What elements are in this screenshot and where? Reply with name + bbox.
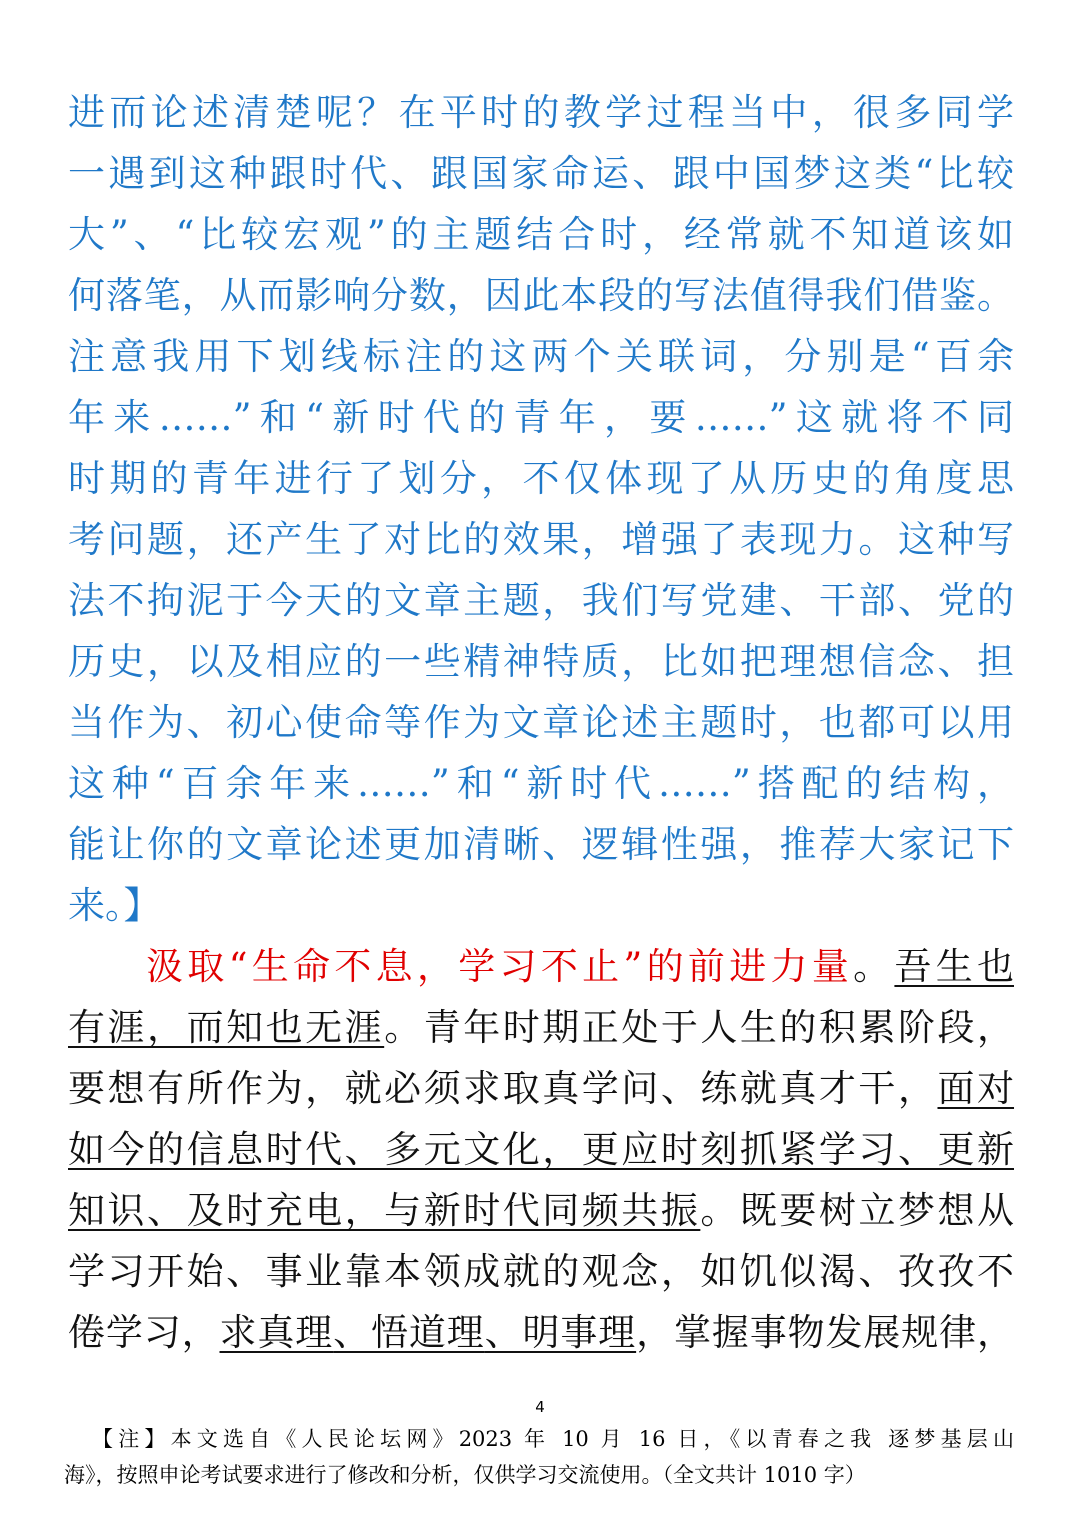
body-text: 倦学习， (68, 1311, 220, 1354)
commentary-line: 时期的青年进行了划分，不仅体现了从历史的角度思 (68, 457, 1014, 500)
body-line-2 (68, 999, 1014, 1057)
underlined-phrase: 明事理 (522, 1311, 637, 1354)
underlined-phrase: 悟道理 (371, 1311, 485, 1354)
commentary-line: 法不拘泥于今天的文章主题，我们写党建、干部、党的 (68, 579, 1014, 622)
underlined-quote: 有涯，而知也无涯 (68, 1006, 385, 1049)
body-line-4: 如今的信息时代、多元文化，更应时刻抓紧学习、更新 (68, 1128, 1014, 1171)
commentary-line: 考问题，还产生了对比的效果，增强了表现力。这种写 (68, 518, 1014, 561)
footnote-line-2: 海》，按照申论考试要求进行了修改和分析，仅供学习交流使用。（全文共计 1010 字） (64, 1463, 866, 1487)
commentary-line: 一遇到这种跟时代、跟国家命运、跟中国梦这类“比较 (68, 152, 1014, 195)
body-line-3 (68, 1060, 1014, 1118)
commentary-line: 大”、“比较宏观”的主题结合时，经常就不知道该如 (68, 213, 1014, 256)
commentary-line: 年来……”和“新时代的青年，要……”这就将不同 (68, 396, 1014, 439)
footnote-line-1: 【注】本文选自《人民论坛网》2023 年 10 月 16 日，《以青春之我 逐梦基层山 (92, 1427, 1014, 1451)
commentary-line: 能让你的文章论述更加清晰、逻辑性强，推荐大家记下 (68, 823, 1014, 866)
page-number: 4 (535, 1398, 545, 1416)
body-text: 。既要树立梦想从 (700, 1189, 1015, 1232)
commentary-line: 何落笔，从而影响分数，因此本段的写法值得我们借鉴。 (68, 274, 1014, 317)
underlined-separator: 、 (484, 1311, 523, 1354)
commentary-line: 历史，以及相应的一些精神特质，比如把理想信念、担 (68, 640, 1014, 683)
underlined-separator: 、 (333, 1311, 371, 1354)
body-text: ，掌握事物发展规律， (636, 1311, 1014, 1354)
body-line-1 (146, 938, 1014, 996)
underlined-phrase: 求真理 (219, 1311, 334, 1354)
commentary-line: 来。】 (68, 884, 161, 927)
body-text: 。青年时期正处于人生的积累阶段， (384, 1006, 1015, 1049)
underlined-quote: 吾生也 (894, 945, 1014, 988)
commentary-line: 这种“百余年来……”和“新时代……”搭配的结构， (68, 762, 1014, 805)
commentary-line: 注意我用下划线标注的这两个关联词，分别是“百余 (68, 335, 1014, 378)
body-line-7 (68, 1304, 1014, 1362)
underlined-text: 面对 (937, 1067, 1015, 1110)
section-heading: 汲取“生命不息，学习不止”的前进力量 (146, 945, 854, 988)
commentary-line: 当作为、初心使命等作为文章论述主题时，也都可以用 (68, 701, 1014, 744)
commentary-line: 进而论述清楚呢？在平时的教学过程当中，很多同学 (68, 91, 1014, 134)
body-line-5 (68, 1182, 1014, 1240)
body-text: 要想有所作为，就必须求取真学问、练就真才干， (68, 1067, 938, 1110)
body-line-6: 学习开始、事业靠本领成就的观念，如饥似渴、孜孜不 (68, 1250, 1014, 1293)
heading-period: 。 (853, 945, 895, 988)
underlined-text: 知识、及时充电，与新时代同频共振 (68, 1189, 701, 1232)
